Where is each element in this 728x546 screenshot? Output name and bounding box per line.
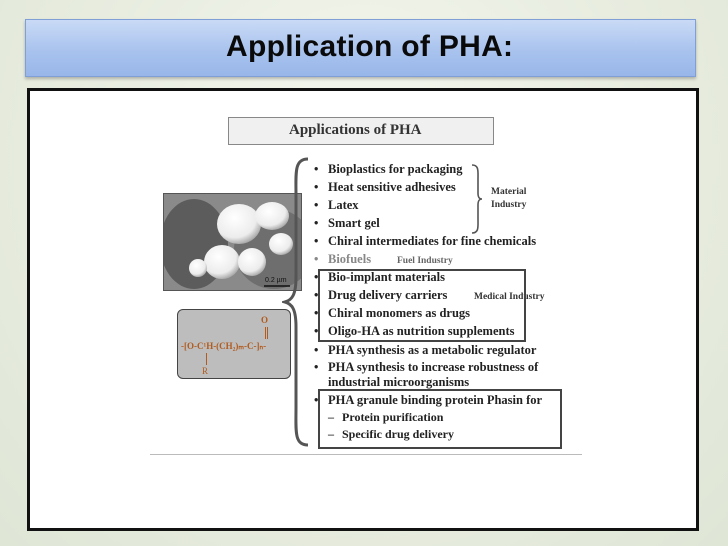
figure-panel	[27, 88, 699, 531]
scale-label: 0.2 µm	[265, 277, 287, 284]
bullet-item: • Bio-implant materials	[314, 270, 446, 284]
material-brace	[470, 163, 484, 235]
formula-side-bond	[206, 353, 207, 365]
bullet-item: • Chiral monomers as drugs	[314, 306, 471, 320]
bullet-item: • PHA granule binding protein Phasin for	[314, 393, 543, 407]
bullet-item: • Oligo-HA as nutrition supplements	[314, 324, 515, 338]
granule	[204, 245, 240, 279]
bullet-item: • Heat sensitive adhesives	[314, 180, 456, 194]
bullet-item: • Smart gel	[314, 216, 380, 230]
medical-industry-label: Medical Industry	[474, 292, 545, 302]
sub-bullet-item: – Specific drug delivery	[328, 427, 454, 441]
bullet-item: • Biofuels	[314, 252, 372, 266]
left-brace	[282, 157, 312, 447]
bullet-item: • Drug delivery carriers	[314, 288, 448, 302]
slide-title: Application of PHA:	[226, 30, 514, 63]
figure-title: Applications of PHA	[289, 122, 422, 138]
granule	[217, 204, 261, 244]
figure-title-box	[228, 117, 494, 145]
formula-oxygen: O	[261, 315, 269, 325]
bullet-item: • PHA synthesis to increase robustness of	[314, 360, 539, 374]
granule	[189, 259, 207, 277]
figure-bottom-rule	[150, 454, 582, 455]
formula-main: -[O-C¹H-(CH₂)ₘ-C-]ₙ-	[181, 341, 267, 351]
pha-formula-box	[177, 309, 291, 379]
formula-side-group: R	[202, 366, 209, 376]
formula-double-bond	[265, 327, 266, 339]
granule	[238, 248, 266, 276]
bullet-continuation: industrial microorganisms	[328, 375, 470, 389]
bullet-item: • Bioplastics for packaging	[314, 162, 463, 176]
slide-title-bar	[25, 19, 696, 77]
material-industry-label-1: Material	[491, 187, 527, 197]
fuel-industry-label: Fuel Industry	[397, 256, 453, 266]
formula-double-bond	[267, 327, 268, 339]
bullet-item: • Chiral intermediates for fine chemicals	[314, 234, 537, 248]
bullet-item: • PHA synthesis as a metabolic regulator	[314, 343, 537, 357]
material-industry-label-2: Industry	[491, 200, 527, 210]
sub-bullet-item: – Protein purification	[328, 410, 444, 424]
bullet-item: • Latex	[314, 198, 359, 212]
